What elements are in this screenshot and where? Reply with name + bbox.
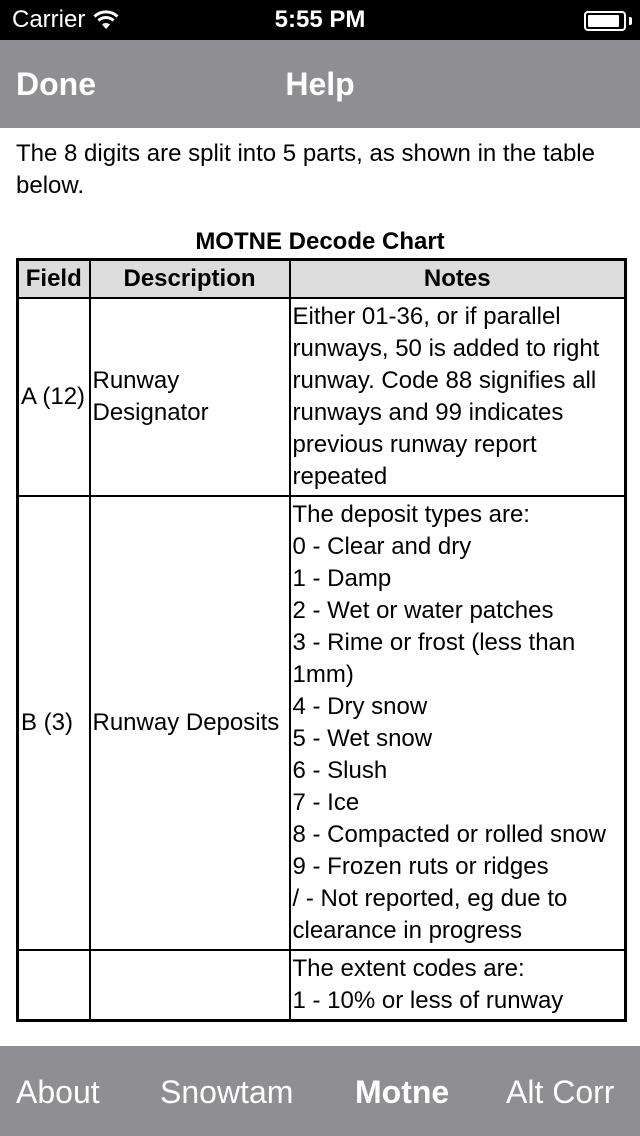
note-line: 6 - Slush xyxy=(292,757,388,784)
decode-table xyxy=(16,258,627,1022)
note-line: 1 - Damp xyxy=(292,565,392,592)
note-line: The deposit types are: xyxy=(292,501,530,528)
header-description: Description xyxy=(90,260,290,299)
carrier-label: Carrier xyxy=(12,6,86,33)
note-line: 2 - Wet or water patches xyxy=(292,597,554,624)
note-line: 9 - Frozen ruts or ridges xyxy=(292,853,549,880)
intro-text: The 8 digits are split into 5 parts, as shown in the table below. xyxy=(16,140,595,199)
note-line: Either 01-36, or if parallel runways, 50 is added to right runway. Code 88 signifies all runways and 99 indicates previous runway report repeated xyxy=(292,303,600,490)
note-line: 7 - Ice xyxy=(292,789,360,816)
table-row xyxy=(18,298,626,496)
cell-field xyxy=(18,950,90,1021)
navigation-bar xyxy=(0,40,640,128)
table-header-row xyxy=(18,260,626,299)
header-notes: Notes xyxy=(290,260,626,299)
cell-field: B (3) xyxy=(18,496,90,950)
tab-about[interactable]: About xyxy=(16,1074,100,1110)
cell-field: A (12) xyxy=(18,298,90,496)
table-row xyxy=(18,950,626,1021)
tab-bar xyxy=(0,1046,640,1136)
note-line: 5 - Wet snow xyxy=(292,725,433,752)
chart-title: MOTNE Decode Chart xyxy=(195,228,445,255)
status-time: 5:55 PM xyxy=(274,6,366,33)
header-field: Field xyxy=(18,260,90,299)
cell-notes xyxy=(290,496,626,950)
note-line: 8 - Compacted or rolled snow xyxy=(292,821,606,848)
tab-snowtam[interactable]: Snowtam xyxy=(160,1074,294,1110)
note-line: / - Not reported, eg due to clearance in progress xyxy=(292,885,568,944)
note-line: 1 - 10% or less of runway xyxy=(292,987,564,1014)
table-row xyxy=(18,496,626,950)
note-line: 4 - Dry snow xyxy=(292,693,428,720)
cell-description: Runway Deposits xyxy=(90,496,290,950)
page-title: Help xyxy=(285,66,355,102)
battery-icon xyxy=(584,11,628,29)
status-bar xyxy=(0,0,640,40)
note-line: 0 - Clear and dry xyxy=(292,533,472,560)
cell-notes xyxy=(290,298,626,496)
cell-description xyxy=(90,950,290,1021)
cell-notes xyxy=(290,950,626,1021)
help-content[interactable] xyxy=(0,128,640,1046)
note-line: The extent codes are: xyxy=(292,955,525,982)
note-line: 3 - Rime or frost (less than 1mm) xyxy=(292,629,576,688)
tab-alt-corr[interactable]: Alt Corr xyxy=(506,1074,615,1110)
done-button[interactable]: Done xyxy=(16,66,96,102)
tab-motne[interactable]: Motne xyxy=(355,1074,450,1110)
cell-description: Runway Designator xyxy=(90,298,290,496)
